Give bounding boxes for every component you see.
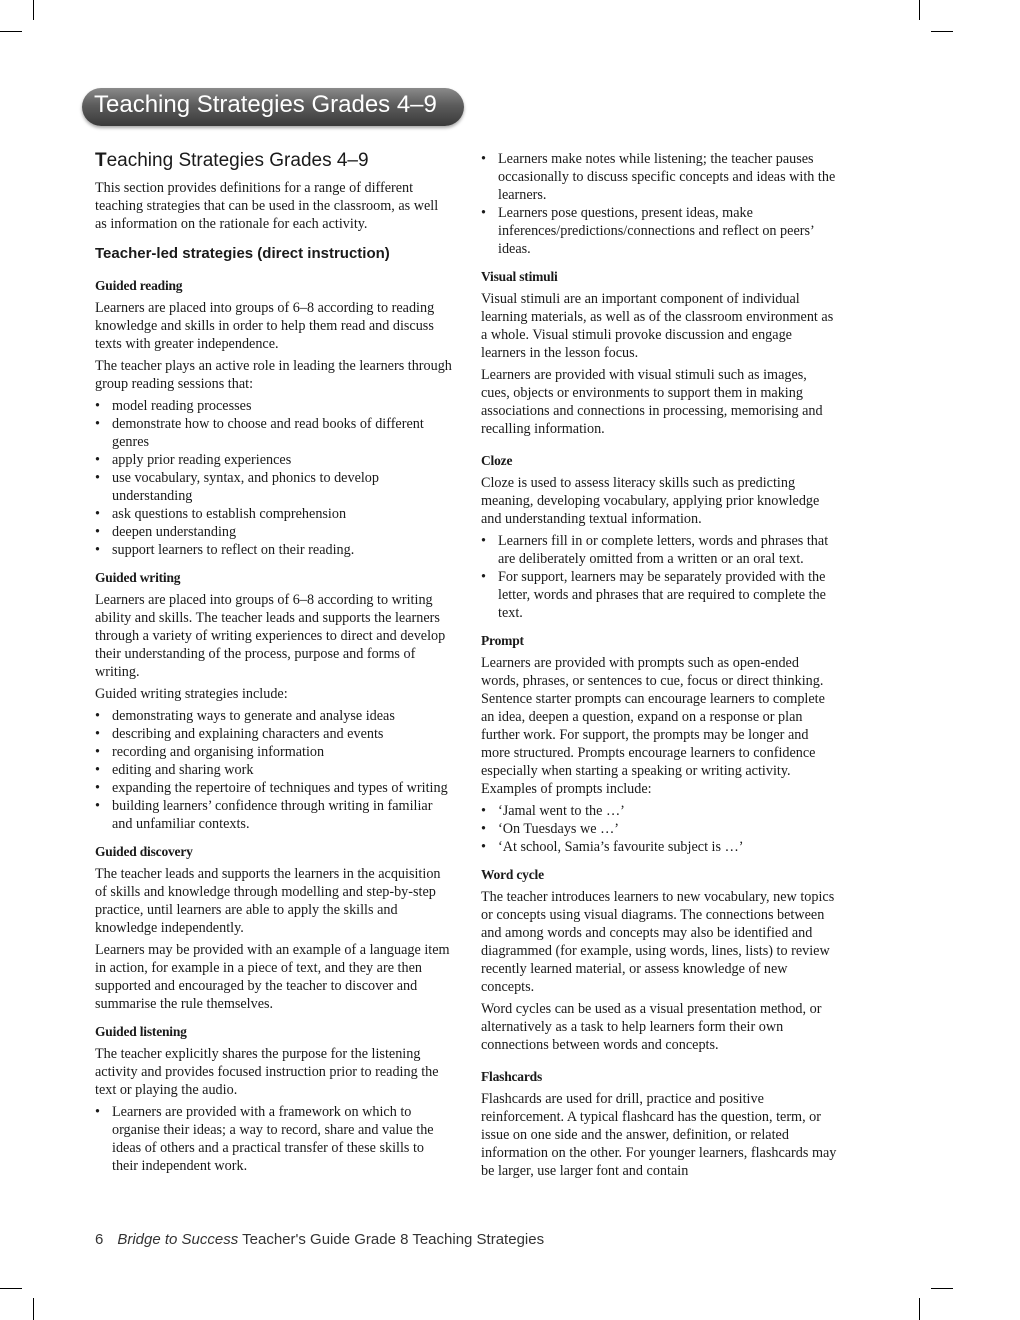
- cloze-title: Cloze: [481, 453, 513, 468]
- guided-reading-list: [95, 397, 453, 559]
- guided-listening-title: Guided listening: [95, 1024, 187, 1039]
- paragraph: Learners are provided with prompts such as open-ended words, phrases, or sentences to cue, focus or direct thinking. Sentence starter prompts can encourage learners to complete an idea, deepen a question, expand on a response or plan further work. For support, the prompts may be longer and more structured. Prompts encourage learners to confidence especially when starting a speaking or writing activity. Examples of prompts include:: [481, 655, 825, 797]
- paragraph: The teacher explicitly shares the purpose for the listening activity and provides focused instruction prior to reading the text or playing the audio.: [95, 1046, 439, 1098]
- guided-discovery-title: Guided discovery: [95, 844, 193, 859]
- paragraph: Word cycles can be used as a visual presentation method, or alternatively as a task to help learners form their own connections between words and concepts.: [481, 1001, 822, 1053]
- crop-mark: [919, 1298, 920, 1320]
- paragraph: Learners are placed into groups of 6–8 according to writing ability and skills. The teacher leads and supports the learners through a variety of writing experiences to direct and develop their understanding of the process, purpose and forms of writing.: [95, 592, 446, 680]
- section-banner: [82, 88, 464, 126]
- guided-listening-list-continued: [481, 150, 839, 258]
- crop-mark: [0, 1288, 22, 1289]
- list-item: • support learners to reflect on their reading.: [95, 541, 453, 559]
- section-heading: Teaching Strategies Grades 4–9: [95, 150, 369, 171]
- paragraph: Learners are placed into groups of 6–8 according to reading knowledge and skills in order to help them read and discuss texts with greater independence.: [95, 300, 435, 352]
- list-item: • expanding the repertoire of techniques and types of writing: [95, 779, 453, 797]
- crop-mark: [931, 1288, 953, 1289]
- list-item: • recording and organising information: [95, 743, 453, 761]
- crop-mark: [33, 0, 34, 20]
- paragraph: Flashcards are used for drill, practice and positive reinforcement. A typical flashcard has the question, term, or issue on one side and the answer, definition, or related information on the other. For younger learners, flashcards may be larger, use larger font and contain: [481, 1091, 837, 1179]
- guided-writing-list: [95, 707, 453, 833]
- page-footer: [95, 1231, 544, 1248]
- list-item: • demonstrate how to choose and read books of different genres: [95, 415, 453, 451]
- list-item: • For support, learners may be separately provided with the letter, words and phrases that are required to complete the text.: [481, 568, 839, 622]
- visual-stimuli-title: Visual stimuli: [481, 269, 558, 284]
- paragraph: Cloze is used to assess literacy skills such as predicting meaning, developing vocabulary, applying prior knowledge and understanding textual information.: [481, 475, 820, 527]
- crop-mark: [931, 31, 953, 32]
- guided-writing-title: Guided writing: [95, 570, 181, 585]
- paragraph: Guided writing strategies include:: [95, 686, 288, 702]
- list-item: • editing and sharing work: [95, 761, 453, 779]
- paragraph: The teacher introduces learners to new vocabulary, new topics or concepts using visual diagrams. The connections between and among words and concepts may also be identified and diagrammed (for example, using words, lines, lists) to review recently learned material, or assess knowledge of new concepts.: [481, 889, 835, 995]
- prompt-list: [481, 802, 839, 856]
- paragraph: Learners are provided with visual stimuli such as images, cues, objects or environments to support them in making associations and connections in processing, memorising and recalling information.: [481, 367, 823, 437]
- subheading-teacher-led: Teacher-led strategies (direct instruction): [95, 245, 390, 262]
- list-item: • use vocabulary, syntax, and phonics to develop understanding: [95, 469, 453, 505]
- intro-paragraph: This section provides definitions for a range of different teaching strategies that can be used in the classroom, as well as information on the rationale for each activity.: [95, 180, 439, 232]
- word-cycle-title: Word cycle: [481, 867, 544, 882]
- banner-title: Teaching Strategies Grades 4–9: [94, 91, 437, 118]
- crop-mark: [919, 0, 920, 20]
- list-item: • Learners make notes while listening; the teacher pauses occasionally to discuss specific concepts and ideas with the learners.: [481, 150, 839, 204]
- list-item: • Learners are provided with a framework on which to organise their ideas; a way to record, share and value the ideas of others and a practical transfer of these skills to their independent work.: [95, 1103, 453, 1175]
- flashcards-title: Flashcards: [481, 1069, 543, 1084]
- right-column: [481, 150, 839, 1184]
- paragraph: The teacher plays an active role in leading the learners through group reading sessions that:: [95, 358, 452, 392]
- list-item: • ‘On Tuesdays we …’: [481, 820, 839, 838]
- list-item: • ‘At school, Samia’s favourite subject is …’: [481, 838, 839, 856]
- list-item: • Learners pose questions, present ideas, make inferences/predictions/connections and reflect on peers’ ideas.: [481, 204, 839, 258]
- list-item: • building learners’ confidence through writing in familiar and unfamiliar contexts.: [95, 797, 453, 833]
- list-item: • Learners fill in or complete letters, words and phrases that are deliberately omitted from a written or an oral text.: [481, 532, 839, 568]
- list-item: • model reading processes: [95, 397, 453, 415]
- list-item: • demonstrating ways to generate and analyse ideas: [95, 707, 453, 725]
- guided-reading-title: Guided reading: [95, 278, 183, 293]
- page-number: 6: [95, 1231, 104, 1248]
- crop-mark: [0, 31, 22, 32]
- list-item: • ‘Jamal went to the …’: [481, 802, 839, 820]
- prompt-title: Prompt: [481, 633, 524, 648]
- list-item: • deepen understanding: [95, 523, 453, 541]
- list-item: • describing and explaining characters and events: [95, 725, 453, 743]
- cloze-list: [481, 532, 839, 622]
- paragraph: Visual stimuli are an important component of individual learning materials, as well as of the classroom environment as a whole. Visual stimuli provoke discussion and engage learners in the lesson focus.: [481, 291, 834, 361]
- paragraph: The teacher leads and supports the learners in the acquisition of skills and knowledge through modelling and step-by-step practice, until learners are able to apply the skills and knowledge independently.: [95, 866, 441, 936]
- crop-mark: [33, 1298, 34, 1320]
- list-item: • ask questions to establish comprehension: [95, 505, 453, 523]
- book-title: Bridge to Success: [117, 1231, 239, 1248]
- footer-text: Teacher's Guide Grade 8 Teaching Strategies: [238, 1231, 545, 1248]
- paragraph: Learners may be provided with an example of a language item in action, for example in a piece of text, and they are then supported and encouraged by the teacher to discover and summarise the rule themselves.: [95, 942, 450, 1012]
- list-item: • apply prior reading experiences: [95, 451, 453, 469]
- left-column: [95, 150, 453, 1179]
- guided-listening-list: [95, 1103, 453, 1175]
